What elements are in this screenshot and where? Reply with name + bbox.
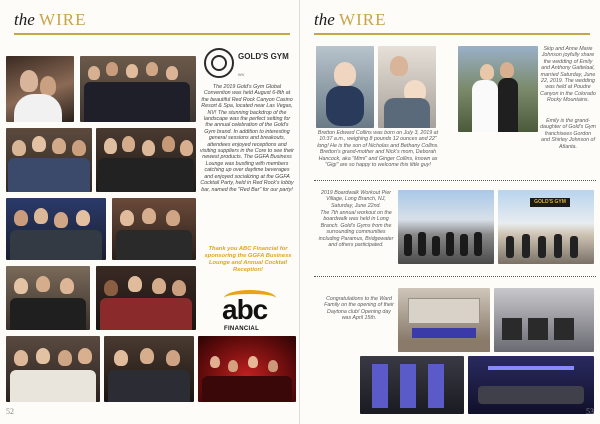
boardwalk-photo-1 <box>398 190 494 264</box>
section-divider-1 <box>314 180 596 181</box>
convention-photo-6 <box>112 198 196 260</box>
thanks-caption: Thank you ABC Financial for sponsoring the GGFA Business Lounge and Annual Cocktail Reception! <box>204 246 292 273</box>
abc-logo-text: abc <box>222 294 268 325</box>
convention-photo-2 <box>80 56 196 122</box>
baby-photo-1 <box>316 46 374 128</box>
golds-gym-banner: GOLD'S GYM <box>530 198 570 207</box>
abc-logo-financial: FINANCIAL <box>224 326 260 332</box>
header-rule <box>14 33 290 35</box>
congrats-caption: Congratulations to the Ward Family on the opening of their Daytona club! Opening day was April 15th. <box>324 296 394 322</box>
boardwalk-caption-2: The 7th annual workout on the boardwalk was held in Long Branch. Gold's Gyms from the surrounding communities including Paramus, Bridgewater and others participated. <box>318 210 394 249</box>
header-rule <box>314 33 590 35</box>
event-caption: The 2019 Gold's Gym Global Convention was held August 6-8th at the beautiful Red Rock Canyon Casino Resort & Spa, located near Las Vegas, NV! The stunning backdrop of the landscape was the perfect setting for the annual celebration of the Gold's Gym brand. In addition to interesting general sessions and breakouts, attendees enjoyed receptions and visiting suppliers in the Core to see their newest products. The GGFA Business Lounge was bustling with members catching up over daytime beverages and enjoyed socializing at the GGFA Cocktail Party, held in Red Rock's lobby bar, named the "Red Bar" for our party! <box>200 84 294 193</box>
daytona-photo-1 <box>398 288 490 352</box>
abc-arc-icon <box>224 290 276 306</box>
page-number-right: 53 <box>586 407 594 416</box>
wedding-photo <box>458 46 538 132</box>
granddaughter-caption: Emily is the grand-daughter of Gold's Gym franchisees Gordon and Shirley Johnson of Atlanta. <box>540 118 596 150</box>
boardwalk-photo-2 <box>498 190 594 264</box>
page-number-left: 52 <box>6 407 14 416</box>
right-header-title <box>314 10 386 30</box>
daytona-photo-2 <box>494 288 594 352</box>
convention-photo-8 <box>96 266 196 330</box>
golds-gym-logo-text: GOLD'S GYM <box>238 52 289 61</box>
daytona-photo-3 <box>360 356 464 414</box>
abc-financial-logo <box>222 294 268 332</box>
convention-photo-10 <box>104 336 194 402</box>
left-header-title <box>14 10 86 30</box>
header-the: the <box>314 10 335 29</box>
convention-photo-9 <box>6 336 100 402</box>
header-wire: WIRE <box>39 10 87 29</box>
baby-photo-2 <box>378 46 436 128</box>
convention-photo-7 <box>6 266 90 330</box>
baby-caption: Bretton Edward Collins was born on July 3, 2019 at 10:37 a.m., weighing 8 pounds 12 ounces and 22" long! He is the son of Nicholas and Bethany Collins. Bretton's grand-mother and Nick's mom, Deborah Hancock, aka "Mimi" and Ginger Collins, known as "Gigi" are so happy to welcome this little guy! <box>317 130 439 169</box>
section-divider-2 <box>314 276 596 277</box>
wedding-caption: Skip and Anne Marie Johnson joyfully share the wedding of Emily and Anthony Gattelaal, married Saturday, June 22, 2019. The wedding was held at Poudre Canyon in the Colorado Rocky Mountains. <box>540 46 596 104</box>
golds-gym-logo <box>204 48 234 78</box>
right-page <box>300 0 600 424</box>
golds-gym-logo-sub: WV <box>238 72 245 77</box>
daytona-photo-4 <box>468 356 594 414</box>
header-the: the <box>14 10 35 29</box>
header-wire: WIRE <box>339 10 387 29</box>
convention-photo-4 <box>96 128 196 192</box>
convention-photo-11 <box>198 336 296 402</box>
convention-photo-5 <box>6 198 106 260</box>
boardwalk-caption-1: 2019 Boardwalk Workout Pier Village, Long Branch, NJ, Saturday, June 22nd. <box>320 190 392 209</box>
convention-photo-1 <box>6 56 74 122</box>
convention-photo-3 <box>6 128 92 192</box>
